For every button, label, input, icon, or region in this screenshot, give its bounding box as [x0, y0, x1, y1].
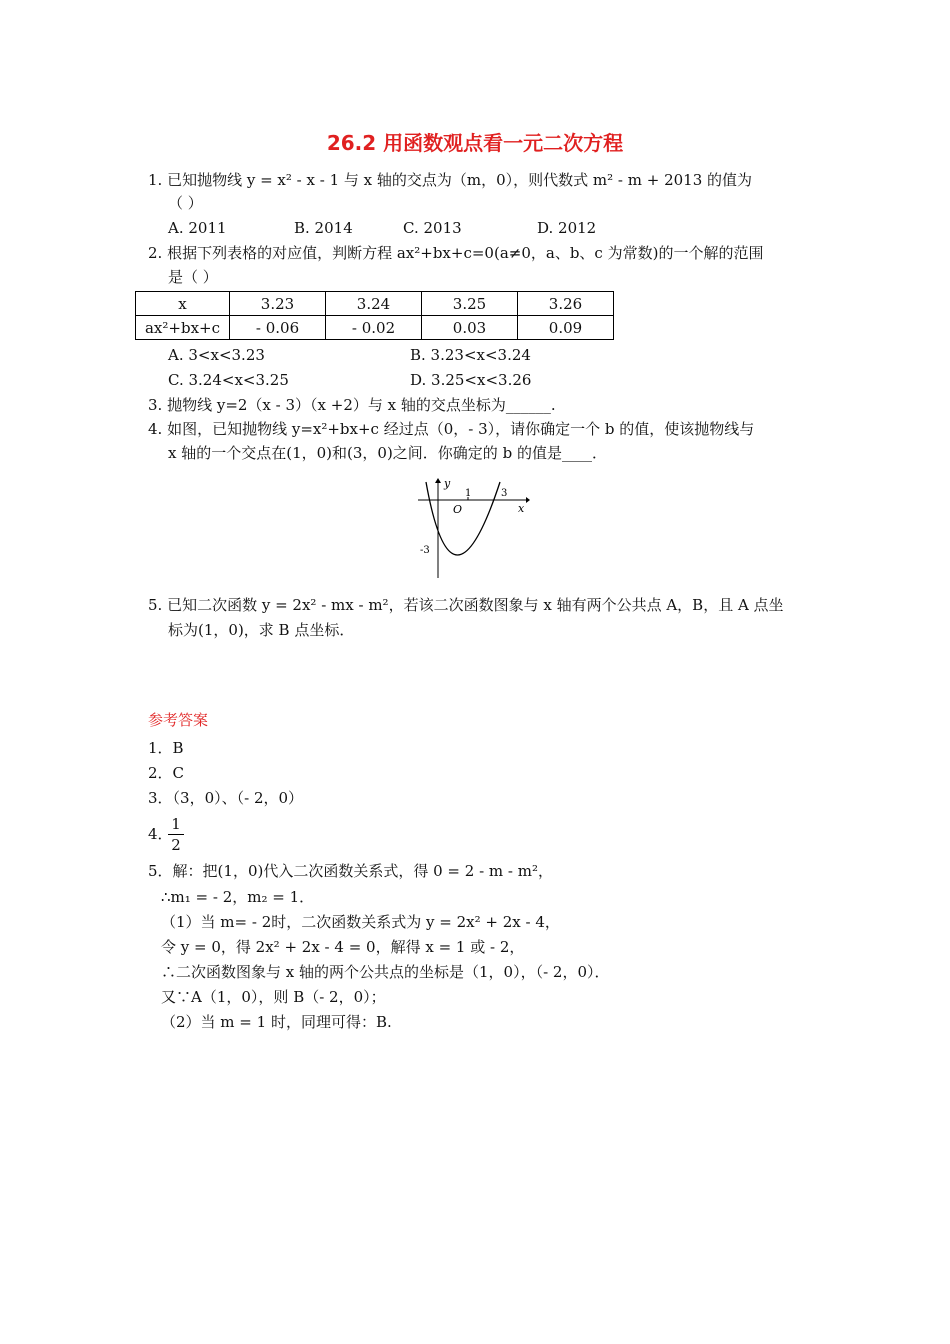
- q4-line2: x 轴的一个交点在(1，0)和(3，0)之间．你确定的 b 的值是____．: [168, 444, 607, 462]
- q1-option-b: B. 2014: [294, 219, 353, 237]
- fraction-numerator: 1: [171, 815, 181, 833]
- table-cell: 3.23: [230, 292, 326, 316]
- table-cell: 3.25: [422, 292, 518, 316]
- answer-3: 3．（3，0）、（- 2，0）: [148, 789, 304, 807]
- q2-value-table: [135, 291, 614, 340]
- y-axis-arrow: [435, 478, 441, 483]
- table-cell: 0.03: [422, 316, 518, 340]
- answer-5-line2: ∴m₁ = - 2，m₂ = 1．: [161, 888, 315, 906]
- answer-4-prefix: 4．: [148, 825, 173, 843]
- q5-line1: 5. 已知二次函数 y = 2x² - mx - m²，若该二次函数图象与 x 轴有两个公共点 A，B，且 A 点坐: [148, 596, 784, 614]
- q1-line2: （ ）: [168, 194, 203, 212]
- origin-label: O: [453, 503, 463, 516]
- fraction-bar: [168, 834, 184, 835]
- table-cell: x: [136, 292, 230, 316]
- answer-5-line6: 又∵A（1，0），则 B（- 2，0）；: [161, 988, 386, 1006]
- q2-option-b: B. 3.23<x<3.24: [410, 346, 531, 364]
- answer-5-line7: （2）当 m = 1 时，同理可得：B.: [161, 1013, 392, 1031]
- fraction-denominator: 2: [171, 836, 181, 854]
- q2-option-d: D. 3.25<x<3.26: [410, 371, 532, 389]
- answer-5-line3: （1）当 m= - 2时，二次函数关系式为 y = 2x² + 2x - 4，: [161, 913, 560, 931]
- tick-label-3: 3: [501, 488, 508, 499]
- table-cell: 3.24: [326, 292, 422, 316]
- answer-2: 2．C: [148, 764, 185, 782]
- table-cell: ax²+bx+c: [136, 316, 230, 340]
- q5-line2: 标为(1，0)，求 B 点坐标．: [168, 621, 355, 639]
- table-row: [136, 292, 614, 316]
- tick-label-1: 1: [465, 488, 472, 499]
- q2-option-a: A. 3<x<3.23: [168, 346, 265, 364]
- parabola-curve: [426, 482, 500, 555]
- answer-5-line4: 令 y = 0，得 2x² + 2x - 4 = 0，解得 x = 1 或 - 2，: [161, 938, 525, 956]
- x-axis-arrow: [526, 497, 530, 503]
- q1-option-a: A. 2011: [168, 219, 227, 237]
- q2-line2: 是（ ）: [168, 268, 218, 286]
- q1-option-c: C. 2013: [403, 219, 462, 237]
- q3-line1: 3. 抛物线 y=2（x - 3）（x +2）与 x 轴的交点坐标为______.: [148, 396, 556, 414]
- table-cell: - 0.06: [230, 316, 326, 340]
- table-row: [136, 316, 614, 340]
- answer-4-fraction: [168, 815, 184, 854]
- tick-label-minus3: -3: [420, 545, 430, 556]
- answer-5-line1: 5．解：把(1，0)代入二次函数关系式，得 0 = 2 - m - m²，: [148, 862, 553, 880]
- table-cell: 3.26: [518, 292, 614, 316]
- table-cell: 0.09: [518, 316, 614, 340]
- q2-line1: 2. 根据下列表格的对应值，判断方程 ax²+bx+c=0(a≠0，a、b、c 为常数)的一个解的范围: [148, 244, 764, 262]
- q2-option-c: C. 3.24<x<3.25: [168, 371, 289, 389]
- q4-line1: 4. 如图，已知抛物线 y=x²+bx+c 经过点（0，- 3），请你确定一个 b 的值，使该抛物线与: [148, 420, 755, 438]
- parabola-graph: [418, 478, 530, 580]
- page-title: 26.2 用函数观点看一元二次方程: [326, 131, 624, 155]
- table-cell: - 0.02: [326, 316, 422, 340]
- answer-1: 1．B: [148, 739, 184, 757]
- q1-line1: 1. 已知抛物线 y = x² - x - 1 与 x 轴的交点为（m，0），则代数式 m² - m + 2013 的值为: [148, 171, 753, 189]
- x-axis-label: x: [518, 502, 525, 515]
- answer-5-line5: ∴二次函数图象与 x 轴的两个公共点的坐标是（1，0），（- 2，0）．: [161, 963, 610, 981]
- answers-heading: 参考答案: [148, 711, 209, 729]
- q1-option-d: D. 2012: [537, 219, 597, 237]
- y-axis-label: y: [444, 478, 451, 490]
